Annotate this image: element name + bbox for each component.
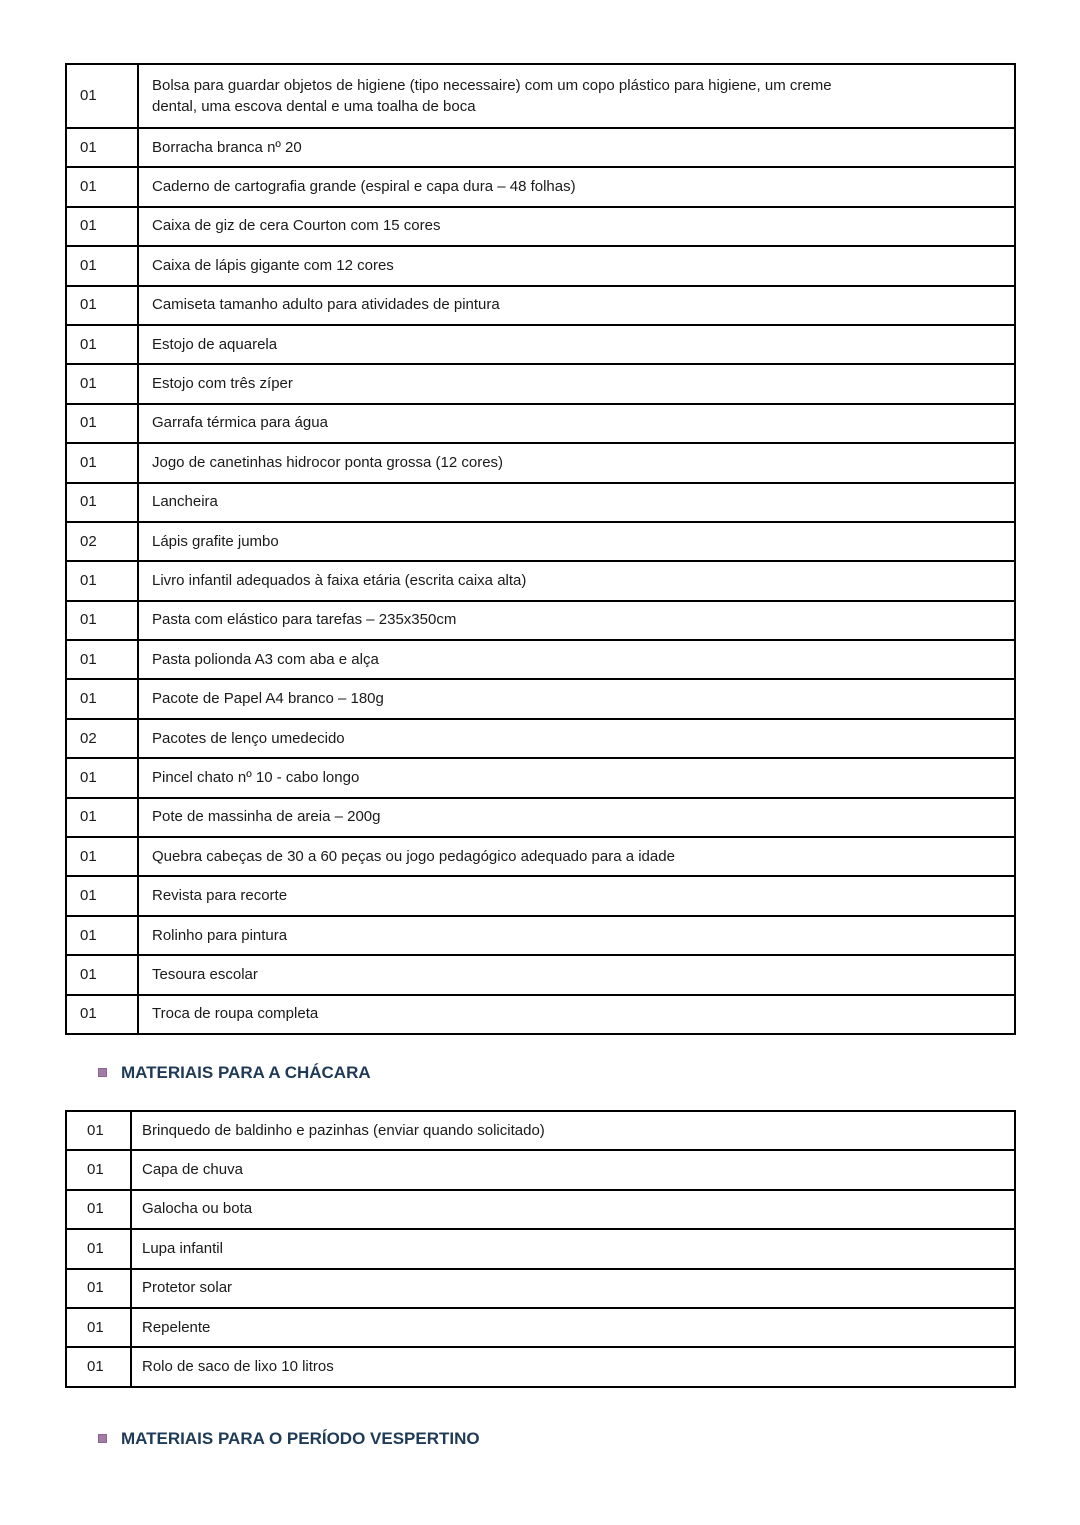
section-heading-label: MATERIAIS PARA A CHÁCARA (121, 1062, 371, 1082)
item-cell: Garrafa térmica para água (138, 404, 1015, 443)
item-cell: Camiseta tamanho adulto para atividades de pintura (138, 286, 1015, 325)
square-bullet-icon (98, 1068, 107, 1077)
item-cell: Capa de chuva (131, 1150, 1015, 1189)
item-cell: Protetor solar (131, 1269, 1015, 1308)
item-cell: Pacotes de lenço umedecido (138, 719, 1015, 758)
item-cell: Caixa de lápis gigante com 12 cores (138, 246, 1015, 285)
quantity-cell: 01 (66, 1150, 131, 1189)
table-row (66, 679, 1015, 718)
square-bullet-icon (98, 1434, 107, 1443)
quantity-cell: 01 (66, 758, 138, 797)
item-cell: Borracha branca nº 20 (138, 128, 1015, 167)
table-row (66, 837, 1015, 876)
quantity-cell: 01 (66, 1190, 131, 1229)
item-cell: Caixa de giz de cera Courton com 15 cores (138, 207, 1015, 246)
quantity-cell: 01 (66, 364, 138, 403)
table-row (66, 995, 1015, 1034)
quantity-cell: 01 (66, 601, 138, 640)
item-cell: Brinquedo de baldinho e pazinhas (enviar quando solicitado) (131, 1111, 1015, 1150)
table-row (66, 483, 1015, 522)
item-cell: Caderno de cartografia grande (espiral e capa dura – 48 folhas) (138, 167, 1015, 206)
item-cell: Jogo de canetinhas hidrocor ponta grossa (12 cores) (138, 443, 1015, 482)
table-row (66, 1190, 1015, 1229)
item-cell: Lápis grafite jumbo (138, 522, 1015, 561)
item-cell: Quebra cabeças de 30 a 60 peças ou jogo pedagógico adequado para a idade (138, 837, 1015, 876)
table-row (66, 561, 1015, 600)
quantity-cell: 01 (66, 167, 138, 206)
table-row (66, 719, 1015, 758)
table-row (66, 916, 1015, 955)
item-cell: Bolsa para guardar objetos de higiene (tipo necessaire) com um copo plástico para higiene, um creme dental, uma escova dental e uma toalha de boca (138, 64, 1015, 128)
table-row (66, 876, 1015, 915)
quantity-cell: 01 (66, 876, 138, 915)
table-row (66, 601, 1015, 640)
quantity-cell: 01 (66, 128, 138, 167)
quantity-cell: 01 (66, 837, 138, 876)
table-row (66, 246, 1015, 285)
quantity-cell: 01 (66, 443, 138, 482)
table-row (66, 1229, 1015, 1268)
table-row (66, 1269, 1015, 1308)
table-row (66, 798, 1015, 837)
quantity-cell: 01 (66, 640, 138, 679)
item-cell: Repelente (131, 1308, 1015, 1347)
supply-table-general (65, 63, 1016, 1035)
item-cell: Pasta polionda A3 com aba e alça (138, 640, 1015, 679)
item-cell: Revista para recorte (138, 876, 1015, 915)
table-row (66, 1308, 1015, 1347)
quantity-cell: 01 (66, 286, 138, 325)
item-cell: Rolo de saco de lixo 10 litros (131, 1347, 1015, 1386)
supply-table-chacara (65, 1110, 1016, 1388)
item-cell: Estojo de aquarela (138, 325, 1015, 364)
item-cell: Tesoura escolar (138, 955, 1015, 994)
quantity-cell: 01 (66, 1347, 131, 1386)
quantity-cell: 01 (66, 916, 138, 955)
item-cell: Pote de massinha de areia – 200g (138, 798, 1015, 837)
table-row (66, 167, 1015, 206)
quantity-cell: 01 (66, 1111, 131, 1150)
quantity-cell: 01 (66, 679, 138, 718)
table-row (66, 364, 1015, 403)
quantity-cell: 01 (66, 995, 138, 1034)
table-row (66, 1150, 1015, 1189)
item-cell: Pincel chato nº 10 - cabo longo (138, 758, 1015, 797)
quantity-cell: 01 (66, 1229, 131, 1268)
quantity-cell: 01 (66, 325, 138, 364)
item-cell: Pasta com elástico para tarefas – 235x350cm (138, 601, 1015, 640)
table-row (66, 955, 1015, 994)
table-row (66, 1347, 1015, 1386)
item-cell: Livro infantil adequados à faixa etária (escrita caixa alta) (138, 561, 1015, 600)
quantity-cell: 01 (66, 246, 138, 285)
table-row (66, 128, 1015, 167)
table-row (66, 640, 1015, 679)
table-row (66, 443, 1015, 482)
table-row (66, 758, 1015, 797)
quantity-cell: 01 (66, 64, 138, 128)
quantity-cell: 02 (66, 522, 138, 561)
item-cell: Estojo com três zíper (138, 364, 1015, 403)
item-cell: Galocha ou bota (131, 1190, 1015, 1229)
table-row (66, 207, 1015, 246)
table-row (66, 325, 1015, 364)
quantity-cell: 01 (66, 1308, 131, 1347)
section-heading-chacara (65, 1061, 1016, 1084)
item-cell: Lancheira (138, 483, 1015, 522)
quantity-cell: 01 (66, 483, 138, 522)
quantity-cell: 01 (66, 207, 138, 246)
quantity-cell: 02 (66, 719, 138, 758)
table-row (66, 404, 1015, 443)
table-row (66, 522, 1015, 561)
table-row (66, 64, 1015, 128)
quantity-cell: 01 (66, 1269, 131, 1308)
table-row (66, 286, 1015, 325)
item-cell: Pacote de Papel A4 branco – 180g (138, 679, 1015, 718)
quantity-cell: 01 (66, 955, 138, 994)
table-row (66, 1111, 1015, 1150)
quantity-cell: 01 (66, 798, 138, 837)
item-cell: Lupa infantil (131, 1229, 1015, 1268)
quantity-cell: 01 (66, 561, 138, 600)
quantity-cell: 01 (66, 404, 138, 443)
item-cell: Rolinho para pintura (138, 916, 1015, 955)
item-cell: Troca de roupa completa (138, 995, 1015, 1034)
section-heading-label: MATERIAIS PARA O PERÍODO VESPERTINO (121, 1428, 480, 1448)
section-heading-vespertino (65, 1427, 1016, 1450)
